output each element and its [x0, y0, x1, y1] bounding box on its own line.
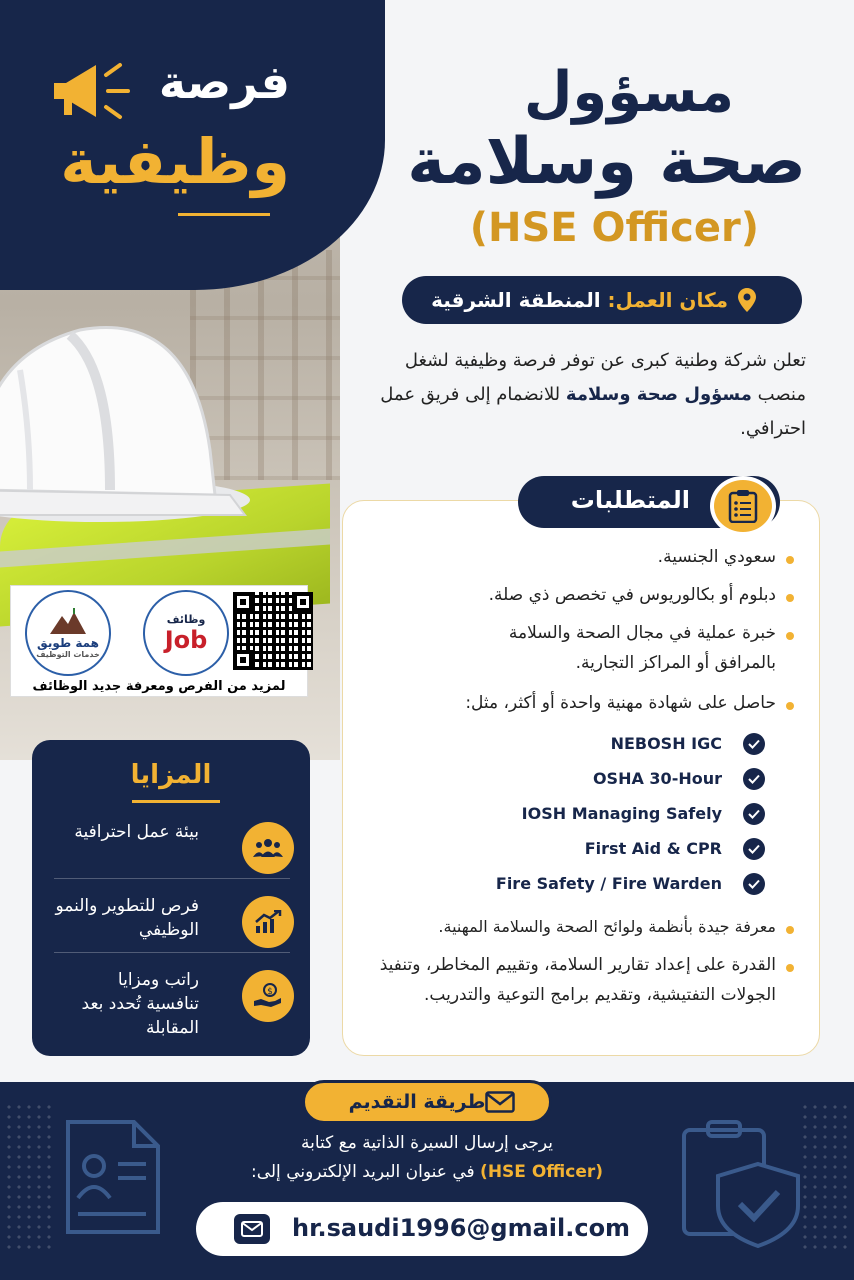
location-value: المنطقة الشرقية	[431, 288, 601, 312]
intro-paragraph	[366, 344, 806, 446]
benefit-text: راتب ومزايا تنافسية تُحدد بعد المقابلة	[81, 970, 199, 1038]
apply-instruction-1: يرجى إرسال السيرة الذاتية مع كتابة	[301, 1133, 553, 1153]
email-address[interactable]: hr.saudi1996@gmail.com	[292, 1214, 631, 1242]
job-title-line-1: مسؤول	[523, 60, 734, 125]
apply-instruction-2	[0, 1162, 854, 1182]
envelope-icon	[485, 1091, 515, 1113]
intro-highlight: مسؤول صحة وسلامة	[565, 384, 752, 405]
requirement-item: دبلوم أو بكالوريوس في تخصص ذي صلة.	[488, 585, 776, 605]
check-icon	[743, 838, 765, 860]
hard-hat-icon	[0, 300, 260, 530]
check-icon	[743, 803, 765, 825]
hero-line-1: فرصة	[158, 55, 290, 109]
job-title-english: (HSE Officer)	[469, 205, 759, 251]
sponsor-logo-strip	[10, 585, 308, 697]
qr-code[interactable]	[233, 592, 313, 670]
benefit-text: فرص للتطوير والنمو الوظيفي	[55, 896, 199, 940]
certificate-item: First Aid & CPR	[584, 839, 722, 858]
location-badge	[402, 276, 802, 324]
job-opportunity-heading	[40, 45, 300, 235]
team-icon	[242, 822, 294, 874]
requirements-title: المتطلبات	[570, 486, 690, 514]
logo-caption: لمزيد من الفرص ومعرفة جديد الوظائف	[32, 679, 286, 694]
intro-text-2: للانضمام إلى فريق عمل احترافي.	[380, 384, 806, 439]
certificate-item: Fire Safety / Fire Warden	[495, 874, 722, 893]
benefit-item	[54, 962, 294, 1038]
check-icon	[743, 873, 765, 895]
apply-title: طريقة التقديم	[348, 1091, 486, 1113]
megaphone-icon	[44, 55, 134, 125]
job-title-line-2: صحة وسلامة	[407, 125, 806, 199]
himma-name: همة طويق	[37, 635, 99, 650]
location-pin-icon	[738, 288, 756, 312]
certificate-item: NEBOSH IGC	[610, 734, 722, 753]
svg-text:$: $	[267, 987, 273, 997]
check-icon	[743, 733, 765, 755]
bullet-icon	[786, 926, 794, 934]
bullet-icon	[786, 702, 794, 710]
clipboard-icon	[710, 476, 776, 536]
requirement-item: حاصل على شهادة مهنية واحدة أو أكثر، مثل:	[465, 693, 776, 713]
mountain-icon	[48, 608, 88, 636]
divider	[54, 878, 290, 879]
bullet-icon	[786, 964, 794, 972]
email-address-pill[interactable]	[196, 1202, 648, 1256]
certificate-item: IOSH Managing Safely	[521, 804, 722, 823]
benefits-underline	[132, 800, 220, 803]
hero-underline	[178, 213, 270, 216]
jobs-name: وظائف	[166, 612, 206, 626]
bullet-icon	[786, 632, 794, 640]
certificate-item: OSHA 30-Hour	[592, 769, 722, 788]
benefits-card	[32, 740, 310, 1056]
apply-method-badge	[302, 1080, 552, 1124]
requirement-item: سعودي الجنسية.	[657, 547, 776, 567]
bullet-icon	[786, 556, 794, 564]
salary-hand-icon	[242, 970, 294, 1022]
jobs-mark: Job	[164, 625, 208, 654]
location-label: مكان العمل:	[607, 288, 728, 312]
apply-subject: (HSE Officer)	[480, 1162, 604, 1182]
mail-icon	[234, 1214, 270, 1244]
benefits-title: المزايا	[130, 760, 212, 790]
requirement-item: معرفة جيدة بأنظمة ولوائح الصحة والسلامة المهنية.	[438, 917, 776, 936]
divider	[54, 952, 290, 953]
bullet-icon	[786, 594, 794, 602]
benefit-text: بيئة عمل احترافية	[74, 822, 199, 842]
requirement-item: خبرة عملية في مجال الصحة والسلامة بالمرافق أو المراكز التجارية.	[508, 623, 776, 673]
himma-tuwaiq-logo	[25, 590, 111, 676]
jobs-logo	[143, 590, 229, 676]
intro-text-1: تعلن شركة وطنية كبرى عن توفر فرصة وظيفية لشغل منصب	[404, 350, 806, 405]
requirement-item: القدرة على إعداد تقارير السلامة، وتقييم المخاطر، وتنفيذ الجولات التفتيشية، وتقديم برامج التوعية والتدريب.	[379, 955, 776, 1005]
growth-chart-icon	[242, 896, 294, 948]
check-icon	[743, 768, 765, 790]
apply-instruction-rest: في عنوان البريد الإلكتروني إلى:	[250, 1162, 475, 1182]
himma-subtitle: خدمات التوظيف	[36, 649, 100, 659]
hero-line-2: وظيفية	[60, 125, 290, 198]
